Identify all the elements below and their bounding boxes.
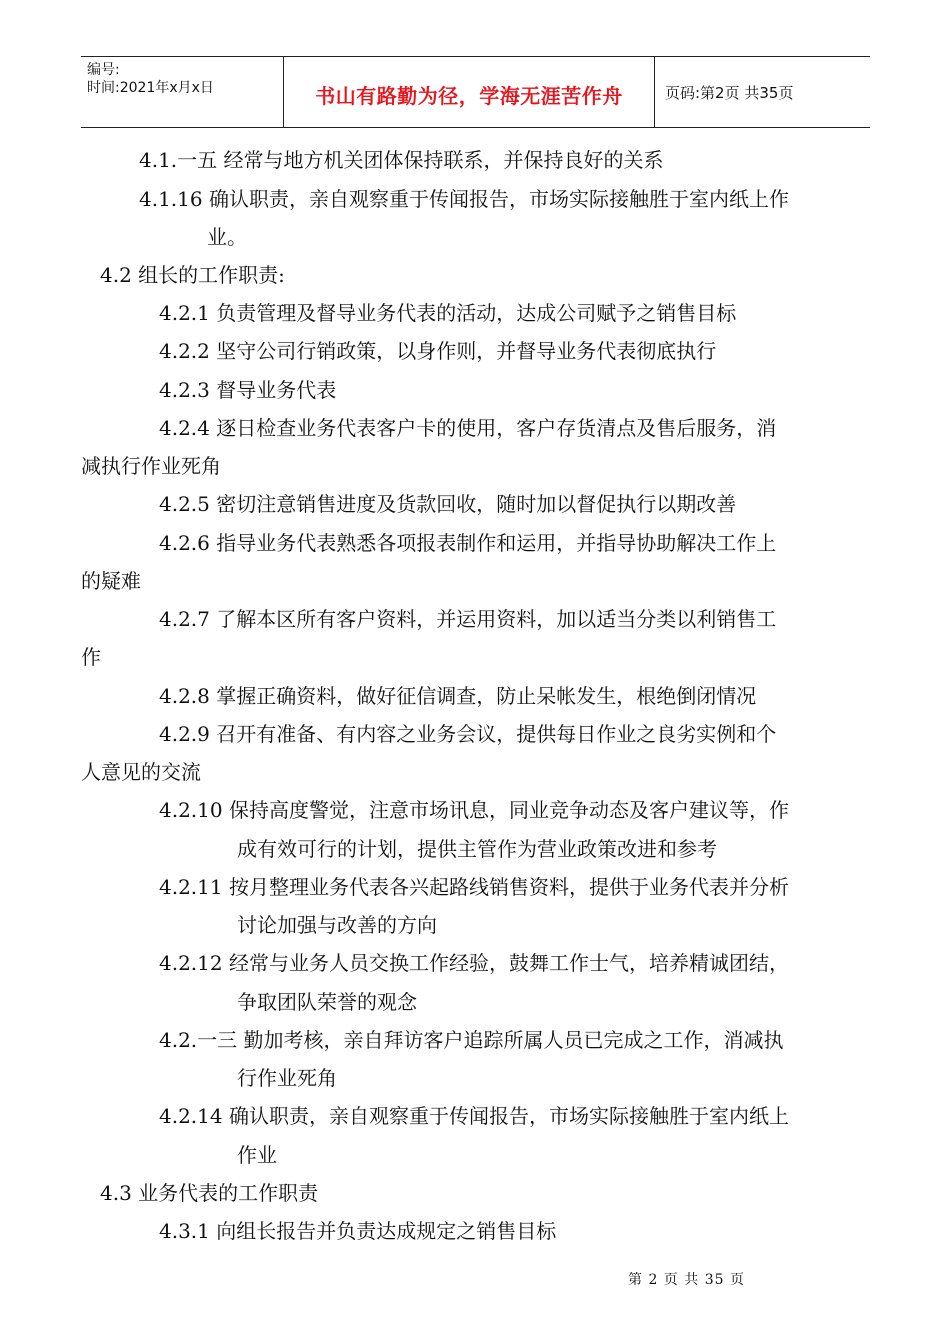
clause-4-2-4-cont: 减执行作业死角 <box>81 454 221 478</box>
page-header <box>81 56 870 128</box>
clause-4-1-16: 4.1.16 确认职责，亲自观察重于传闻报告，市场实际接触胜于室内纸上作 <box>139 187 789 211</box>
clause-4-2-14: 4.2.14 确认职责，亲自观察重于传闻报告，市场实际接触胜于室内纸上 <box>159 1104 789 1128</box>
clause-4-2-1: 4.2.1 负责管理及督导业务代表的活动，达成公司赋予之销售目标 <box>159 301 737 325</box>
clause-4-2-5: 4.2.5 密切注意销售进度及货款回收，随时加以督促执行以期改善 <box>159 492 737 516</box>
header-motto-cell <box>283 57 655 127</box>
clause-4-2-2: 4.2.2 坚守公司行销政策，以身作则，并督导业务代表彻底执行 <box>159 339 717 363</box>
header-page-cell <box>653 57 870 127</box>
clause-4-2-12-cont: 争取团队荣誉的观念 <box>237 990 417 1014</box>
clause-4-2-10: 4.2.10 保持高度警觉，注意市场讯息，同业竞争动态及客户建议等，作 <box>159 798 789 822</box>
section-4-2-heading: 4.2 组长的工作职责: <box>100 263 285 287</box>
clause-4-3-1: 4.3.1 向组长报告并负责达成规定之销售目标 <box>159 1219 557 1243</box>
page-footer: 第 2 页 共 35 页 <box>628 1272 745 1288</box>
clause-4-1-15: 4.1.一五 经常与地方机关团体保持联系，并保持良好的关系 <box>139 148 664 172</box>
header-meta <box>81 57 283 127</box>
clause-4-2-14-cont: 作业 <box>237 1143 277 1167</box>
header-page-info: 页码:第2页 共35页 <box>665 84 794 102</box>
clause-4-2-7-cont: 作 <box>81 645 101 669</box>
section-4-3-heading: 4.3 业务代表的工作职责 <box>100 1181 319 1205</box>
doc-number-label: 编号: <box>87 62 120 78</box>
clause-4-2-7: 4.2.7 了解本区所有客户资料，并运用资料，加以适当分类以利销售工 <box>159 607 777 631</box>
clause-4-2-8: 4.2.8 掌握正确资料，做好征信调查，防止呆帐发生，根绝倒闭情况 <box>159 684 757 708</box>
clause-4-2-9: 4.2.9 召开有准备、有内容之业务会议，提供每日作业之良劣实例和个 <box>159 722 777 746</box>
clause-4-2-13-cont: 行作业死角 <box>237 1066 337 1090</box>
doc-time-label: 时间:2021年x月x日 <box>87 80 214 96</box>
clause-4-2-12: 4.2.12 经常与业务人员交换工作经验，鼓舞工作士气，培养精诚团结， <box>159 951 789 975</box>
clause-4-2-11-cont: 讨论加强与改善的方向 <box>237 913 437 937</box>
clause-4-2-11: 4.2.11 按月整理业务代表各兴起路线销售资料，提供于业务代表并分析 <box>159 875 789 899</box>
clause-4-2-4: 4.2.4 逐日检查业务代表客户卡的使用，客户存货清点及售后服务，消 <box>159 416 777 440</box>
clause-4-2-6: 4.2.6 指导业务代表熟悉各项报表制作和运用，并指导协助解决工作上 <box>159 531 777 555</box>
clause-4-2-6-cont: 的疑难 <box>81 569 141 593</box>
clause-4-2-10-cont: 成有效可行的计划，提供主管作为营业政策改进和参考 <box>237 837 717 861</box>
clause-4-2-3: 4.2.3 督导业务代表 <box>159 378 337 402</box>
header-motto: 书山有路勤为径，学海无涯苦作舟 <box>315 84 623 108</box>
clause-4-1-16-cont: 业。 <box>207 225 247 249</box>
clause-4-2-9-cont: 人意见的交流 <box>81 760 201 784</box>
clause-4-2-13: 4.2.一三 勤加考核，亲自拜访客户追踪所属人员已完成之工作，消减执 <box>159 1028 784 1052</box>
